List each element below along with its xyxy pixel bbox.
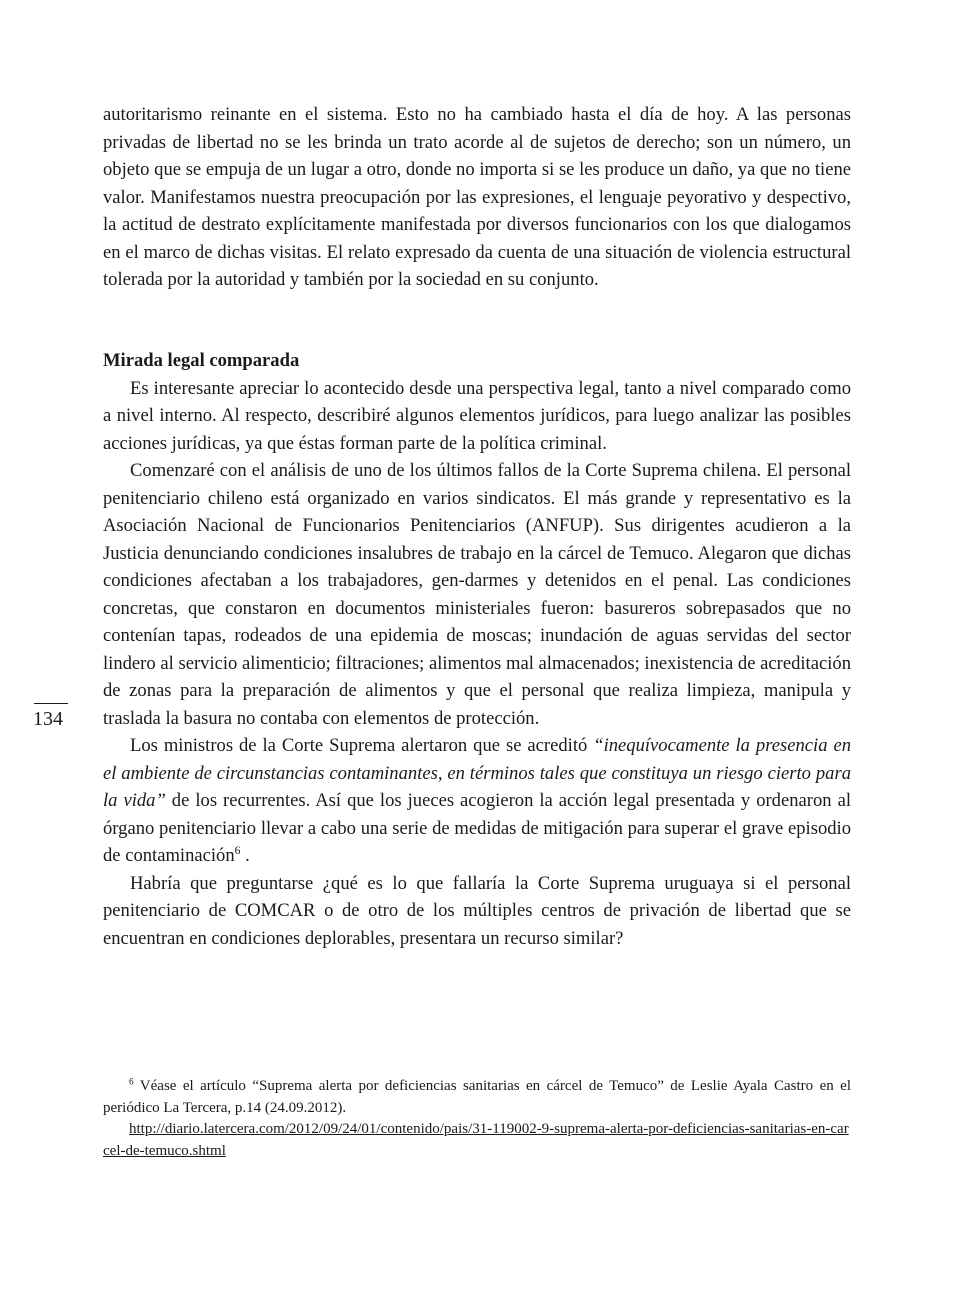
section-heading: Mirada legal comparada: [103, 350, 300, 371]
footnote-text: Véase el artículo “Suprema alerta por deficiencias sanitarias en cárcel de Temuco” de Leslie Ayala Castro en el periódico La Tercera, p.14 (24.09.2012).: [103, 1078, 851, 1116]
footnote-6: [103, 1076, 851, 1119]
body-paragraph-1: Es interesante apreciar lo acontecido desde una perspectiva legal, tanto a nivel comparado como a nivel interno. Al respecto, describiré algunos elementos jurídicos, para luego analizar las posibles acciones jurídicas, ya que éstas forman parte de la política criminal.: [103, 377, 851, 454]
footnote-number: 6: [129, 1077, 134, 1088]
page-number-rule: [34, 703, 68, 704]
section-mirada-legal: [103, 347, 851, 952]
footnote-url-line: [103, 1119, 851, 1162]
footnote-link[interactable]: http://diario.latercera.com/2012/09/24/01/contenido/pais/31-119002-9-suprema-alerta-por-deficiencias-sanitarias-en-carcel-de-temuco.shtml: [103, 1121, 849, 1159]
body-paragraph-3: [103, 732, 851, 870]
body-paragraph-2: Comenzaré con el análisis de uno de los últimos fallos de la Corte Suprema chilena. El personal penitenciario chileno está organizado en varios sindicatos. El más grande y representativo es la Asociación Nacional de Funcionarios Penitenciarios (ANFUP). Sus dirigentes acudieron a la Justicia denunciando condiciones insalubres de trabajo en la cárcel de Temuco. Alegaron que dichas condiciones afectaban a los trabajadores, gen-darmes y detenidos en el penal. Las condiciones concretas, que constaron en documentos ministeriales fueron: basureros sobrepasados que no contenían tapas, rodeados de una epidemia de moscas; inundación de aguas servidas del sector lindero al servicio alimenticio; filtraciones; alimentos mal almacenados; inexistencia de acreditación de zonas para la preparación de alimentos y que el personal que realiza limpieza, manipula y traslada la basura no contaba con elementos de protección.: [103, 460, 851, 729]
intro-paragraph: autoritarismo reinante en el sistema. Esto no ha cambiado hasta el día de hoy. A las personas privadas de libertad no se les brinda un trato acorde al de sujetos de derecho; son un número, un objeto que se empuja de un lugar a otro, donde no importa si se les produce un daño, ya que no tiene valor. Manifestamos nuestra preocupación por las expresiones, el lenguaje peyorativo y despectivo, la actitud de destrato explícitamente manifestada por diversos funcionarios con los que dialogamos en el marco de dichas visitas. El relato expresado da cuenta de una situación de violencia estructural tolerada por la autoridad y también por la sociedad en su conjunto.: [103, 104, 851, 290]
page-number: 134: [33, 708, 63, 730]
paragraph-3-end: de los recurrentes. Así que los jueces acogieron la acción legal presentada y ordenaron al órgano penitenciario llevar a cabo una serie de medidas de mitigación para superar el grave episodio de contaminación: [103, 790, 851, 866]
court-quote: “inequívocamente la presencia en el ambiente de circunstancias contaminantes, en términos tales que constituya un riesgo cierto para la vida”: [103, 735, 851, 811]
paragraph-3-tail: .: [240, 845, 250, 866]
footnote-reference[interactable]: 6: [234, 845, 241, 858]
paragraph-3-start: Los ministros de la Corte Suprema alertaron que se acreditó: [130, 735, 594, 756]
body-paragraph-4: Habría que preguntarse ¿qué es lo que fallaría la Corte Suprema uruguaya si el personal penitenciario de COMCAR o de otro de los múltiples centros de privación de libertad que se encuentran en condiciones deplorables, presentara un recurso similar?: [103, 872, 851, 949]
intro-paragraph-block: [103, 101, 851, 294]
footnotes: [103, 1076, 851, 1162]
